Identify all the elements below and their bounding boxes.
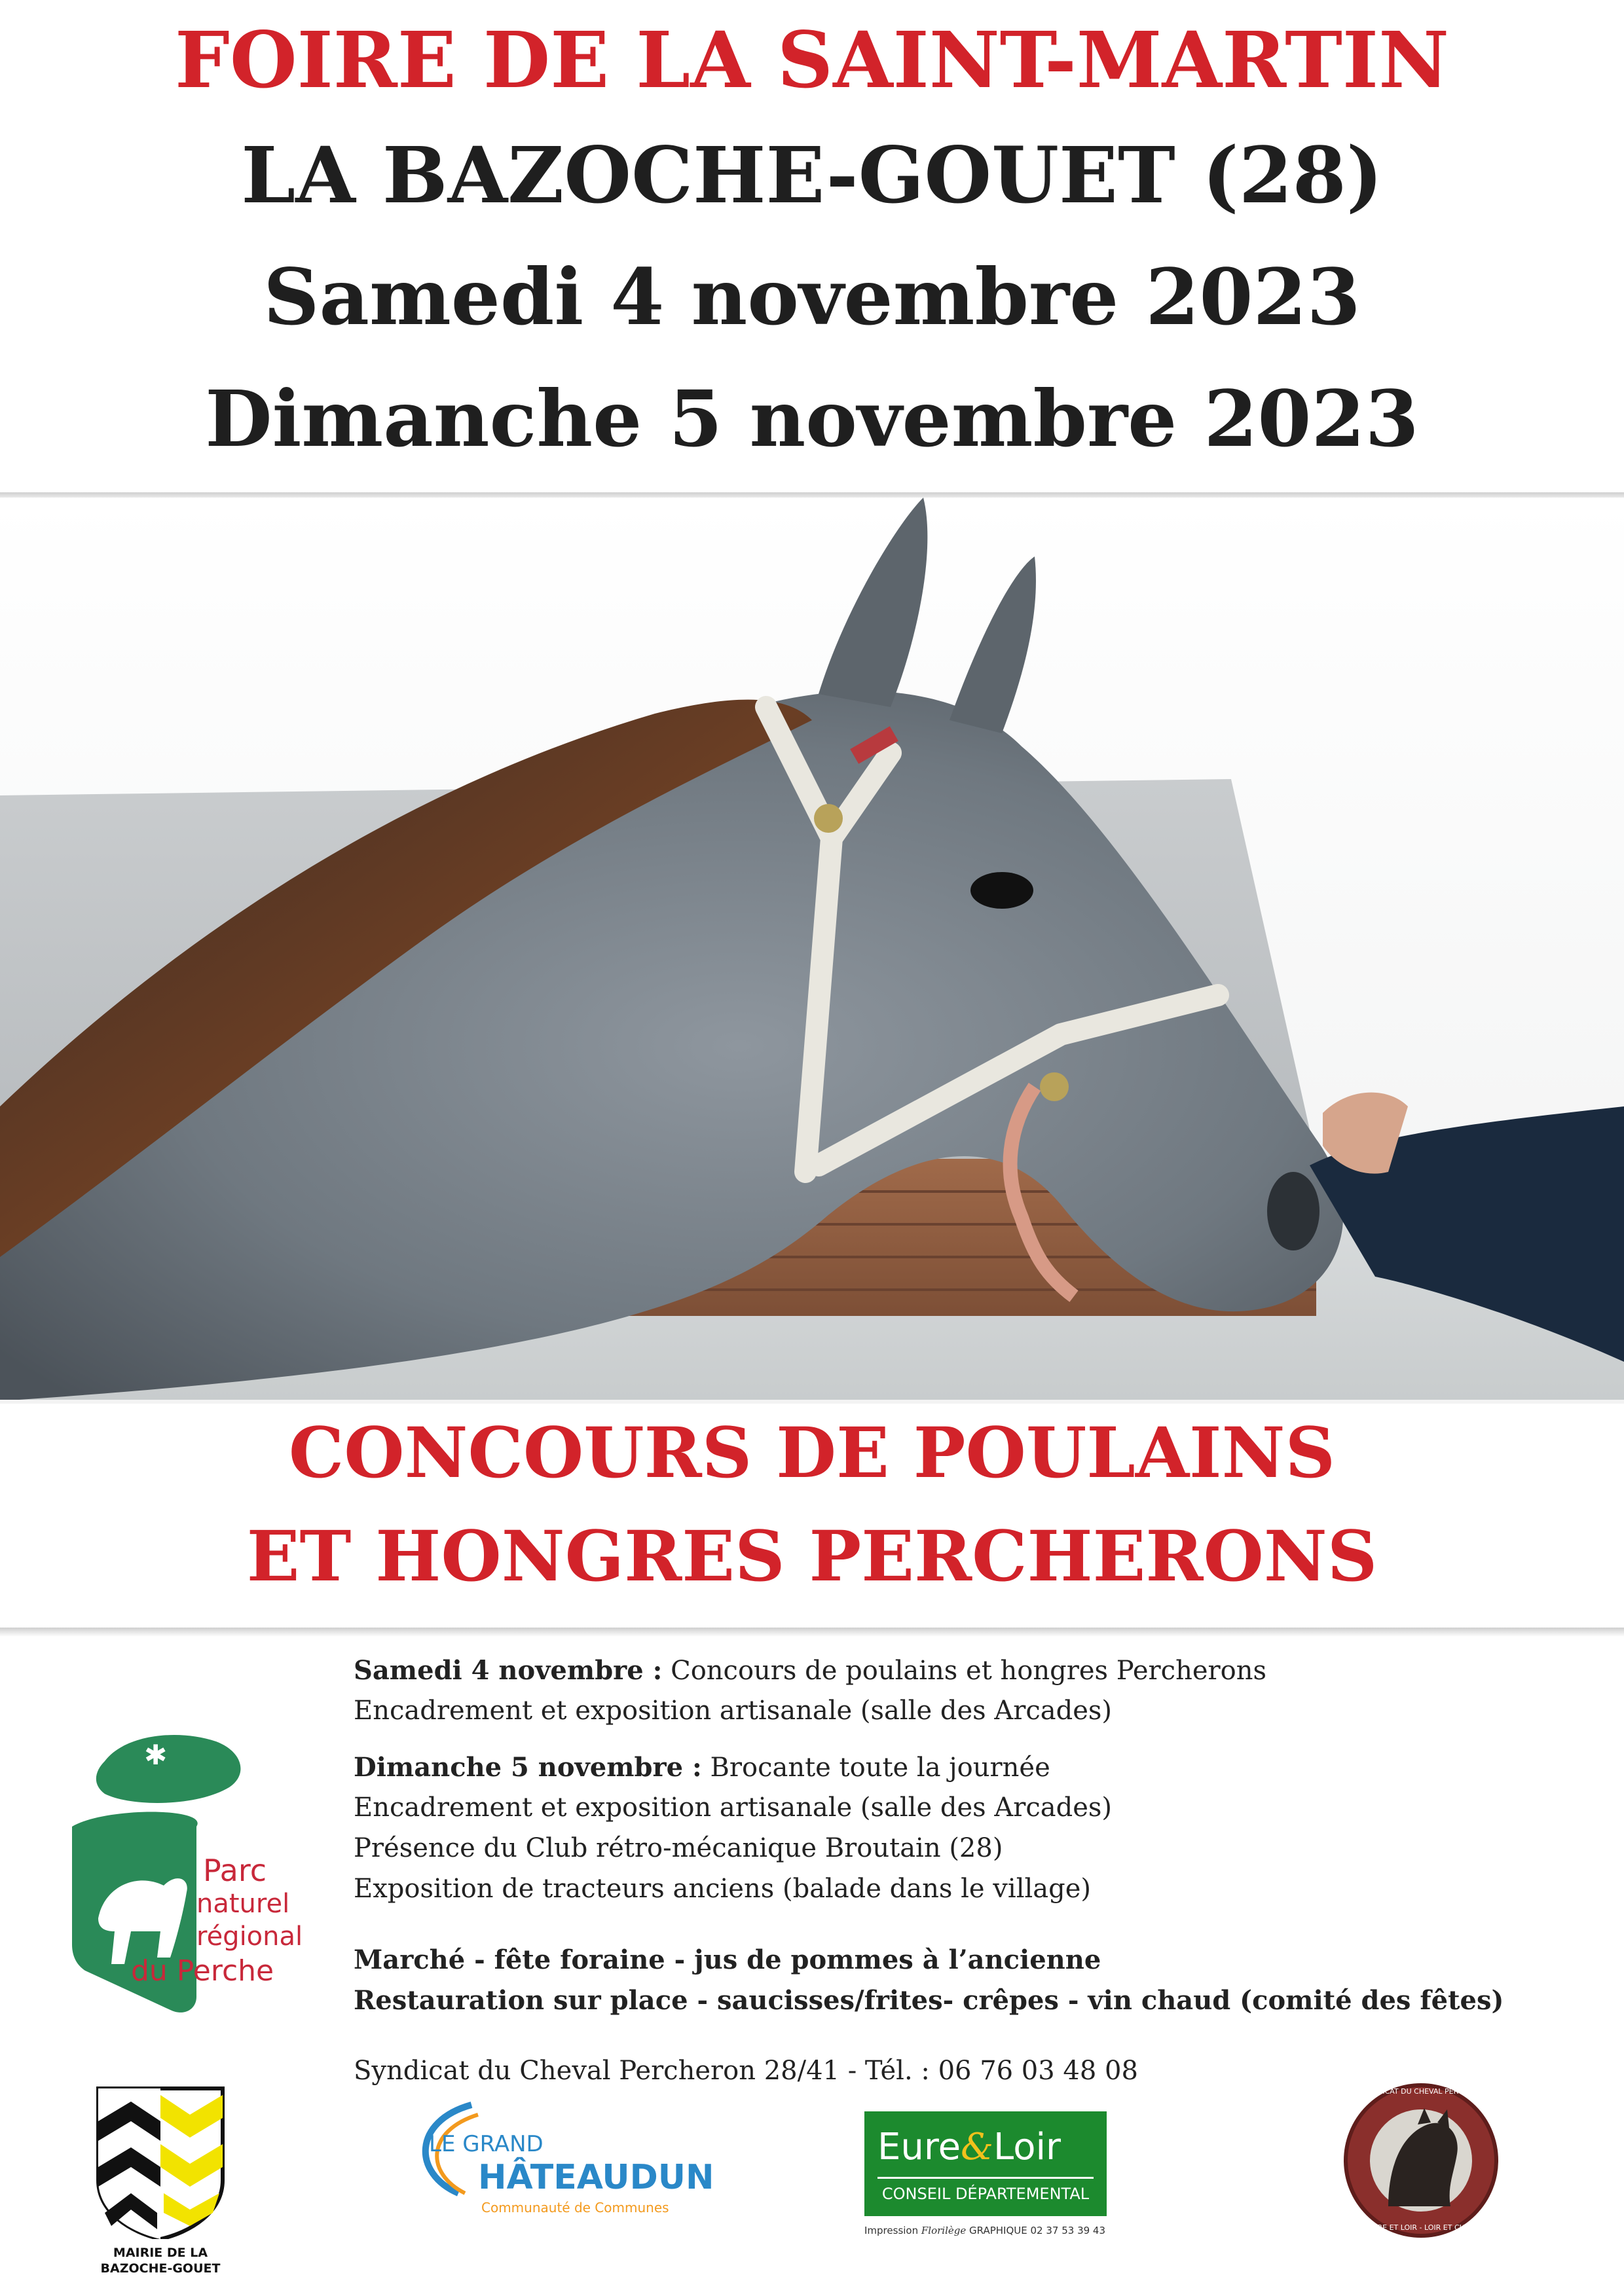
chateaudun-text-3: Communauté de Communes [481,2200,669,2215]
event-location: LA BAZOCHE-GOUET (28) [241,130,1383,221]
eure-ampersand: & [961,2126,993,2168]
saturday-item-2: Encadrement et exposition artisanale (salle des Arcades) [354,1696,1113,1726]
contest-title-line2: ET HONGRES PERCHERONS [246,1515,1378,1597]
sunday-item-1: Brocante toute la journée [701,1753,1050,1783]
parc-perche-text-1: Parc [203,1853,267,1888]
chateaudun-text-2: HÂTEAUDUN [478,2158,714,2197]
contest-title-line1: CONCOURS DE POULAINS [288,1412,1336,1493]
mairie-text-2: BAZOCHE-GOUET [100,2261,221,2276]
sunday-label: Dimanche 5 novembre : [354,1752,702,1783]
mairie-logo [85,2082,236,2278]
event-date-saturday: Samedi 4 novembre 2023 [263,251,1361,342]
contest-divider [0,1628,1624,1637]
eure-word: Eure [877,2126,961,2168]
printer-label: Impression [864,2225,919,2236]
programme-saturday [354,1655,1266,1686]
mairie-coat-of-arms [85,2082,236,2239]
saturday-label: Samedi 4 novembre : [354,1655,663,1686]
syndicat-seal [1342,2082,1500,2239]
eure-divider [877,2177,1094,2179]
printer-phone: GRAPHIQUE 02 37 53 39 43 [969,2225,1106,2236]
eure-et-loir-logo [864,2111,1107,2216]
extras-line-1-text: Marché - fête foraine - jus de pommes à l’ancienne [354,1944,1101,1975]
syndicat-text-1: Sᵛ SYNDICAT DU CHEVAL PERCHERON [1352,2087,1490,2096]
parc-perche-text-2: naturel [196,1889,290,1919]
parc-perche-logo [65,1722,303,2049]
horse-photo [0,498,1624,1401]
event-title: FOIRE DE LA SAINT-MARTIN [175,14,1449,105]
sunday-item-3: Présence du Club rétro-mécanique Broutain (28) [354,1833,1003,1863]
contact-line: Syndicat du Cheval Percheron 28/41 - Tél. : 06 76 03 48 08 [354,2056,1138,2086]
syndicat-percheron-logo [1342,2082,1500,2239]
grand-chateaudun-logo [399,2095,714,2226]
parc-perche-text-4: du Perche [131,1954,274,1988]
extras-line-1 [354,1944,1101,1975]
sunday-item-4: Exposition de tracteurs anciens (balade dans le village) [354,1874,1092,1904]
syndicat-text-2: EURE ET LOIR - LOIR ET CHER [1367,2223,1475,2232]
chateaudun-text-1: LE GRAND [429,2131,544,2157]
saturday-item-1: Concours de poulains et hongres Percherons [662,1656,1266,1686]
printer-credit [864,2225,1105,2236]
programme-sunday [354,1752,1050,1783]
sunday-item-2: Encadrement et exposition artisanale (salle des Arcades) [354,1793,1113,1823]
photo-bottom-edge [0,1400,1624,1404]
svg-text:✱: ✱ [144,1739,168,1771]
extras-line-2-text: Restauration sur place - saucisses/frites- crêpes - vin chaud (comité des fêtes) [354,1985,1504,2016]
parc-perche-text-3: régional [196,1922,303,1952]
mairie-text-1: MAIRIE DE LA [113,2246,208,2260]
eure-conseil-text: CONSEIL DÉPARTEMENTAL [881,2185,1090,2203]
extras-line-2 [354,1985,1504,2016]
eure-text [877,2126,1061,2168]
event-date-sunday: Dimanche 5 novembre 2023 [205,373,1419,464]
printer-brand: Florilège [921,2225,967,2236]
loir-word: Loir [993,2126,1061,2168]
